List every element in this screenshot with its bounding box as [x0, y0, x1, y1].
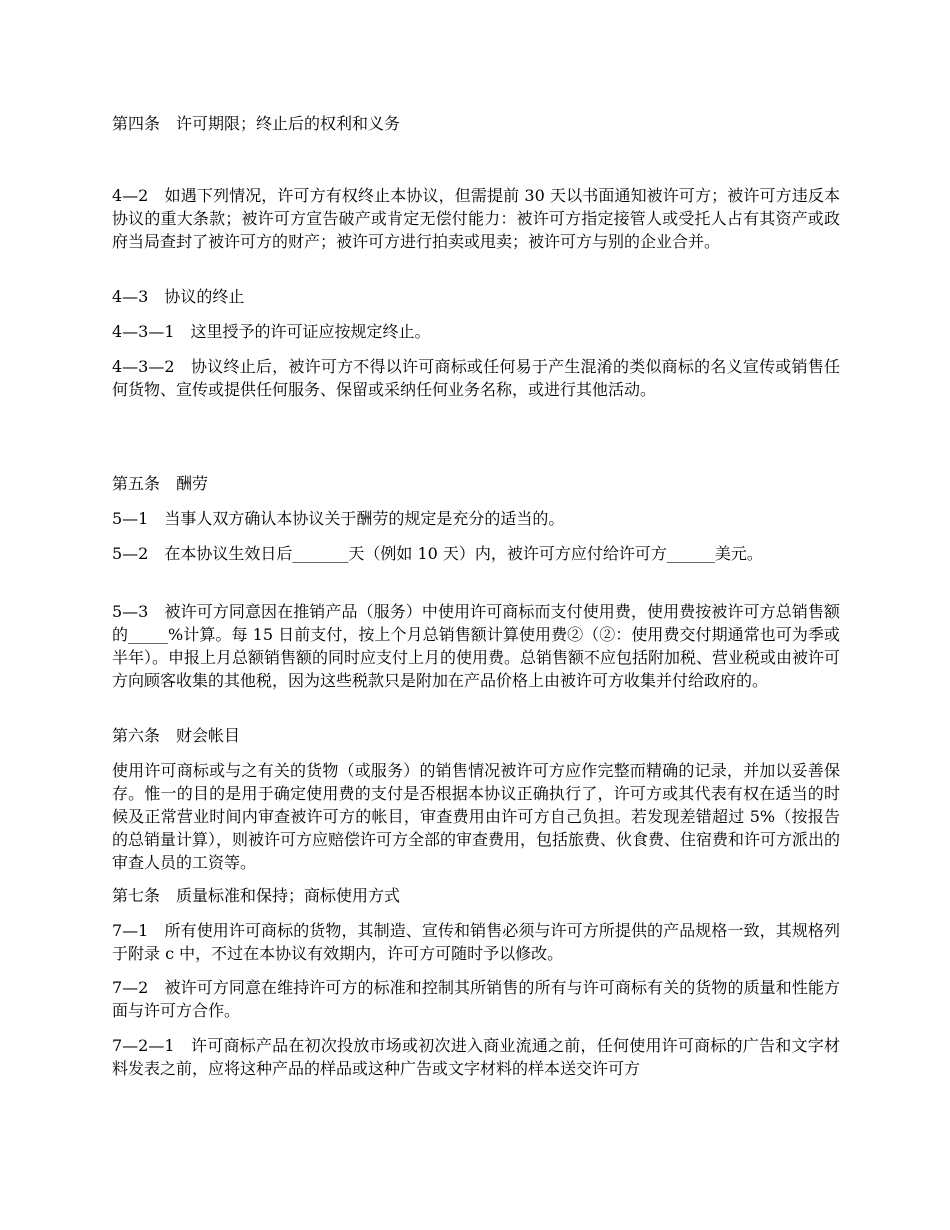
section-6-heading: 第六条 财会帐目 — [112, 726, 241, 745]
clause-7-2-1: 7—2—1 许可商标产品在初次投放市场或初次进入商业流通之前，任何使用许可商标的广告和文字材料发表之前，应将这种产品的样品或这种广告或文字材料的样本送交许可方 — [112, 1036, 840, 1078]
clause-4-2: 4—2 如遇下列情况，许可方有权终止本协议，但需提前 30 天以书面通知被许可方；被许可方违反本协议的重大条款；被许可方宣告破产或肯定无偿付能力：被许可方指定接管人或受托人占有其资产或政府当局查封了被许可方的财产；被许可方进行拍卖或甩卖；被许可方与别的企业合并。 — [112, 186, 840, 251]
clause-7-2: 7—2 被许可方同意在维持许可方的标准和控制其所销售的所有与许可商标有关的货物的质量和性能方面与许可方合作。 — [112, 978, 840, 1020]
clause-7-1: 7—1 所有使用许可商标的货物，其制造、宣传和销售必须与许可方所提供的产品规格一致，其规格列于附录 c 中，不过在本协议有效期内，许可方可随时予以修改。 — [112, 921, 840, 963]
document-page — [112, 0, 840, 1230]
clause-5-3: 5—3 被许可方同意因在推销产品（服务）中使用许可商标而支付使用费，使用费按被许可方总销售额的_____%计算。每 15 日前支付，按上个月总销售额计算使用费②（②：使用费交付期通常也可为季或半年）。申报上月总额销售额的同时应支付上月的使用费。总销售额不应包括附加税、营业税或由被许可方向顾客收集的其他税，因为这些税款只是附加在产品价格上由被许可方收集并付给政府的。 — [112, 602, 841, 690]
clause-4-3-2: 4—3—2 协议终止后，被许可方不得以许可商标或任何易于产生混淆的类似商标的名义宣传或销售任何货物、宣传或提供任何服务、保留或采纳任何业务名称，或进行其他活动。 — [112, 357, 840, 399]
section-5-heading: 第五条 酬劳 — [112, 474, 209, 493]
clause-4-3-1: 4—3—1 这里授予的许可证应按规定终止。 — [112, 322, 431, 341]
section-7-heading: 第七条 质量标准和保持；商标使用方式 — [112, 886, 401, 905]
section-6-body: 使用许可商标或与之有关的货物（或服务）的销售情况被许可方应作完整而精确的记录，并加以妥善保存。惟一的目的是用于确定使用费的支付是否根据本协议正确执行了，许可方或其代表有权在适当的时候及正常营业时间内审查被许可方的帐目，审查费用由许可方自己负担。若发现差错超过 5%（按报告的总销量计算），则被许可方应赔偿许可方全部的审查费用，包括旅费、伙食费、住宿费和许可方派出的审查人员的工资等。 — [112, 761, 841, 872]
clause-4-3: 4—3 协议的终止 — [112, 287, 245, 306]
clause-5-2: 5—2 在本协议生效日后_______天（例如 10 天）内，被许可方应付给许可方______美元。 — [112, 544, 763, 563]
section-4-heading: 第四条 许可期限；终止后的权利和义务 — [112, 114, 401, 133]
clause-5-1: 5—1 当事人双方确认本协议关于酬劳的规定是充分的适当的。 — [112, 509, 565, 528]
